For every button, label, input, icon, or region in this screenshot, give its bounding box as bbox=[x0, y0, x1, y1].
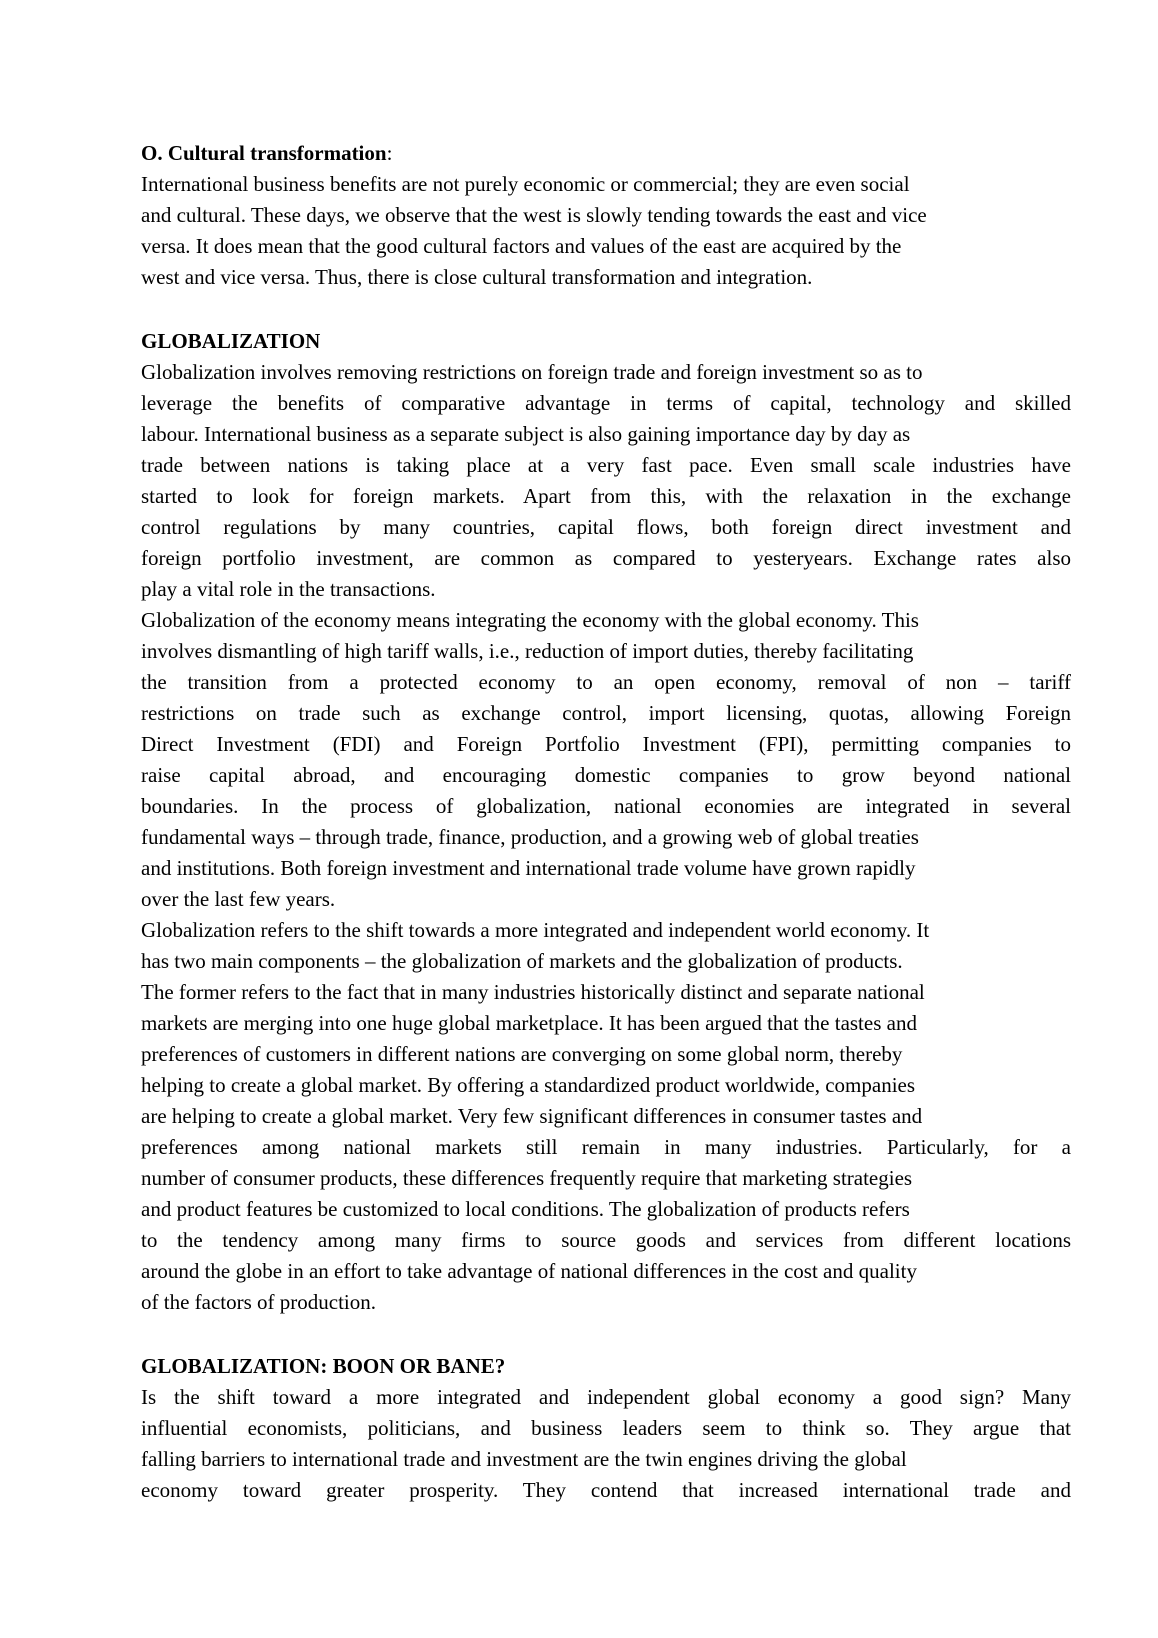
boon-or-bane-heading: GLOBALIZATION: BOON OR BANE? bbox=[141, 1354, 506, 1378]
globalization-heading: GLOBALIZATION bbox=[141, 329, 321, 353]
globalization-p2-line: the transition from a protected economy to an open economy, removal of non – tariff bbox=[141, 670, 1071, 694]
globalization-p3-line: around the globe in an effort to take advantage of national differences in the cost and quality bbox=[141, 1259, 917, 1283]
section-spacer bbox=[141, 293, 1071, 326]
globalization-p3-line: number of consumer products, these differences frequently require that marketing strategies bbox=[141, 1166, 913, 1190]
boon-or-bane-p1-line: economy toward greater prosperity. They contend that increased international trade and bbox=[141, 1478, 1071, 1502]
boon-or-bane-p1-line: falling barriers to international trade and investment are the twin engines driving the global bbox=[141, 1447, 907, 1471]
globalization-p3-line: and product features be customized to local conditions. The globalization of products refers bbox=[141, 1197, 910, 1221]
section-o-line: versa. It does mean that the good cultural factors and values of the east are acquired by the bbox=[141, 234, 902, 258]
globalization-p2-line: Globalization of the economy means integrating the economy with the global economy. This bbox=[141, 608, 919, 632]
globalization-p2-line: raise capital abroad, and encouraging domestic companies to grow beyond national bbox=[141, 763, 1071, 787]
globalization-p1-line: started to look for foreign markets. Apart from this, with the relaxation in the exchange bbox=[141, 484, 1071, 508]
globalization-p1-line: Globalization involves removing restrictions on foreign trade and foreign investment so as to bbox=[141, 360, 923, 384]
section-o-heading-line bbox=[141, 138, 1071, 169]
globalization-p3-line: of the factors of production. bbox=[141, 1290, 377, 1314]
globalization-p3-line: preferences among national markets still remain in many industries. Particularly, for a bbox=[141, 1135, 1071, 1159]
boon-or-bane-p1-line: influential economists, politicians, and business leaders seem to think so. They argue that bbox=[141, 1416, 1071, 1440]
boon-or-bane-p1-line: Is the shift toward a more integrated and independent global economy a good sign? Many bbox=[141, 1385, 1071, 1409]
globalization-p3-line: preferences of customers in different nations are converging on some global norm, thereby bbox=[141, 1042, 903, 1066]
globalization-p1-line: play a vital role in the transactions. bbox=[141, 577, 436, 601]
section-o-line: west and vice versa. Thus, there is close cultural transformation and integration. bbox=[141, 265, 813, 289]
globalization-p1-line: trade between nations is taking place at a very fast pace. Even small scale industries have bbox=[141, 453, 1071, 477]
globalization-p3-line: helping to create a global market. By offering a standardized product worldwide, companies bbox=[141, 1073, 916, 1097]
globalization-p3-line: are helping to create a global market. Very few significant differences in consumer tastes and bbox=[141, 1104, 923, 1128]
globalization-p2-line: over the last few years. bbox=[141, 887, 336, 911]
section-o-heading-colon: : bbox=[386, 141, 393, 165]
globalization-p1-line: labour. International business as a separate subject is also gaining importance day by day as bbox=[141, 422, 911, 446]
globalization-p3-line: has two main components – the globalization of markets and the globalization of products. bbox=[141, 949, 903, 973]
globalization-p3-line: Globalization refers to the shift towards a more integrated and independent world economy. It bbox=[141, 918, 930, 942]
globalization-p2-line: and institutions. Both foreign investment and international trade volume have grown rapidly bbox=[141, 856, 916, 880]
globalization-p3-line: markets are merging into one huge global marketplace. It has been argued that the tastes and bbox=[141, 1011, 917, 1035]
section-o-line: International business benefits are not purely economic or commercial; they are even social bbox=[141, 172, 910, 196]
section-spacer bbox=[141, 1318, 1071, 1351]
section-o-heading: O. Cultural transformation bbox=[141, 141, 387, 165]
globalization-p2-line: fundamental ways – through trade, finance, production, and a growing web of global treaties bbox=[141, 825, 919, 849]
globalization-p3-line: to the tendency among many firms to source goods and services from different locations bbox=[141, 1228, 1071, 1252]
globalization-p1-line: control regulations by many countries, capital flows, both foreign direct investment and bbox=[141, 515, 1071, 539]
globalization-p1-line: foreign portfolio investment, are common as compared to yesteryears. Exchange rates also bbox=[141, 546, 1071, 570]
section-o-line: and cultural. These days, we observe that the west is slowly tending towards the east and vice bbox=[141, 203, 927, 227]
globalization-p2-line: involves dismantling of high tariff walls, i.e., reduction of import duties, thereby facilitating bbox=[141, 639, 914, 663]
globalization-p3-line: The former refers to the fact that in many industries historically distinct and separate national bbox=[141, 980, 925, 1004]
globalization-p2-line: restrictions on trade such as exchange control, import licensing, quotas, allowing Foreign bbox=[141, 701, 1071, 725]
globalization-p2-line: Direct Investment (FDI) and Foreign Portfolio Investment (FPI), permitting companies to bbox=[141, 732, 1071, 756]
globalization-p2-line: boundaries. In the process of globalization, national economies are integrated in several bbox=[141, 794, 1071, 818]
globalization-p1-line: leverage the benefits of comparative advantage in terms of capital, technology and skilled bbox=[141, 391, 1071, 415]
document-body bbox=[141, 138, 1071, 1506]
